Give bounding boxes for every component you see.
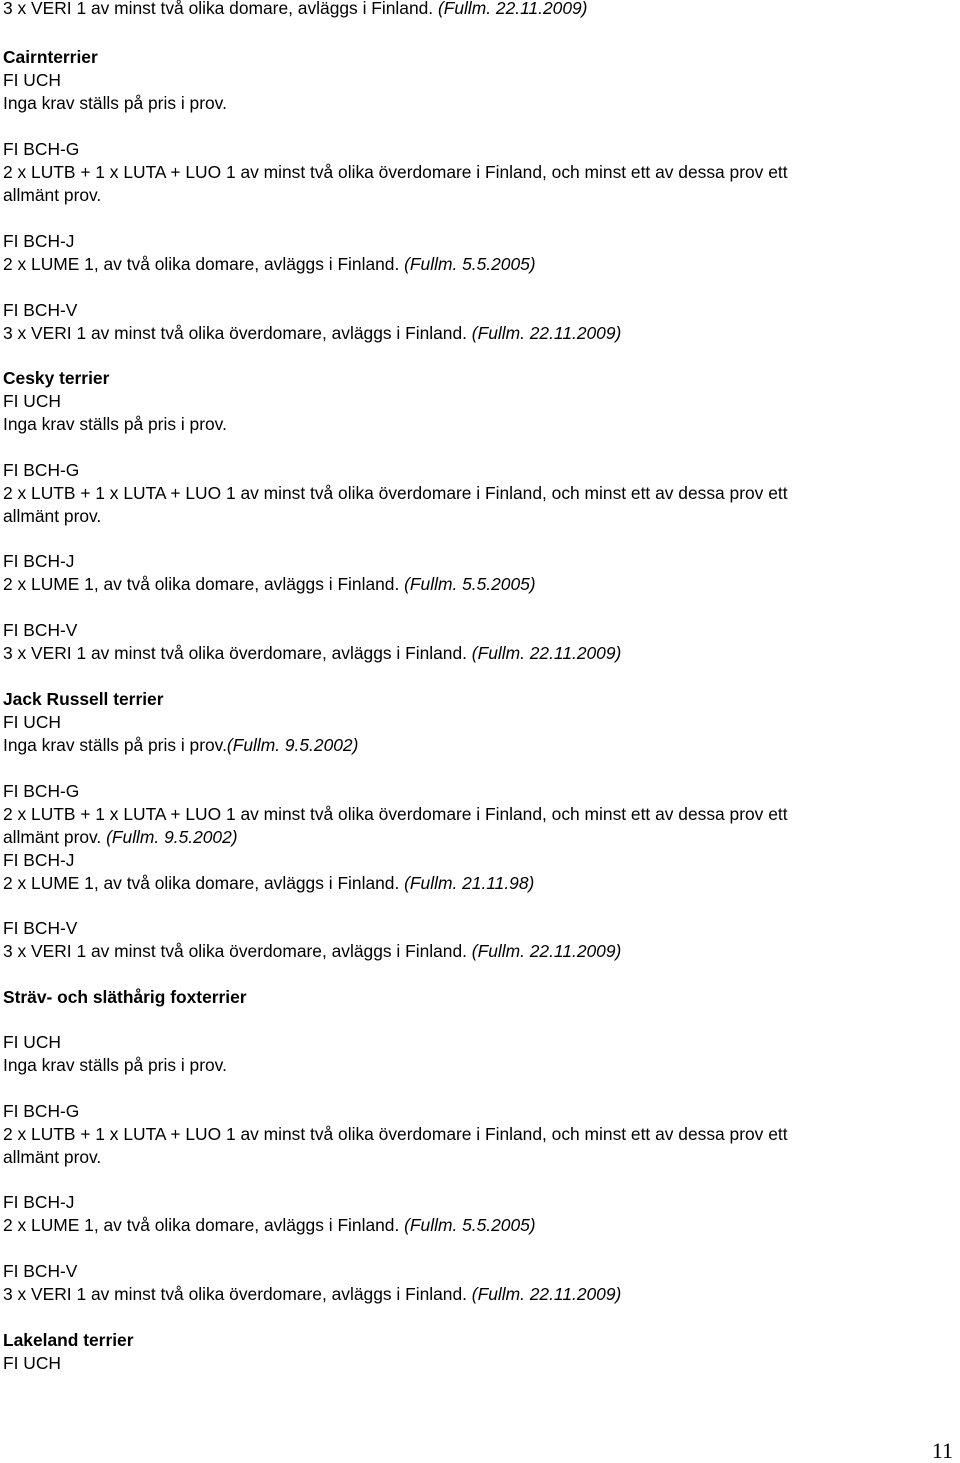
breed-heading-cairnterrier: Cairnterrier — [3, 47, 98, 67]
breed-heading-cesky-terrier: Cesky terrier — [3, 368, 110, 388]
fi-bch-g-requirement-cont: allmänt prov. — [3, 185, 102, 205]
fi-bch-g-label: FI BCH-G — [3, 781, 80, 801]
fi-bch-g-requirement-cont: allmänt prov. — [3, 1147, 102, 1167]
fi-bch-g-label: FI BCH-G — [3, 139, 80, 159]
fi-bch-g-requirement: 2 x LUTB + 1 x LUTA + LUO 1 av minst två olika överdomare i Finland, och minst ett av dessa prov ett — [3, 804, 788, 824]
fi-bch-g-requirement-cont: allmänt prov. (Fullm. 9.5.2002) — [3, 827, 238, 847]
fi-bch-j-requirement: 2 x LUME 1, av två olika domare, avläggs i Finland. (Fullm. 5.5.2005) — [3, 254, 536, 274]
fi-bch-j-label: FI BCH-J — [3, 551, 75, 571]
fi-uch-requirement: Inga krav ställs på pris i prov. — [3, 1055, 227, 1075]
fi-uch-label: FI UCH — [3, 1032, 61, 1052]
fi-bch-g-requirement: 2 x LUTB + 1 x LUTA + LUO 1 av minst två olika överdomare i Finland, och minst ett av dessa prov ett — [3, 483, 788, 503]
fi-uch-label: FI UCH — [3, 391, 61, 411]
fi-bch-j-requirement: 2 x LUME 1, av två olika domare, avläggs i Finland. (Fullm. 5.5.2005) — [3, 1215, 536, 1235]
fi-bch-j-label: FI BCH-J — [3, 850, 75, 870]
fi-bch-g-requirement-cont: allmänt prov. — [3, 506, 102, 526]
fi-bch-v-label: FI BCH-V — [3, 620, 78, 640]
fi-uch-requirement: Inga krav ställs på pris i prov. — [3, 93, 227, 113]
breed-heading-foxterrier: Sträv- och släthårig foxterrier — [3, 987, 247, 1007]
fi-bch-j-label: FI BCH-J — [3, 231, 75, 251]
fi-bch-j-label: FI BCH-J — [3, 1192, 75, 1212]
fi-bch-v-requirement: 3 x VERI 1 av minst två olika överdomare, avläggs i Finland. (Fullm. 22.11.2009) — [3, 643, 622, 663]
fi-bch-v-label: FI BCH-V — [3, 1261, 78, 1281]
fi-bch-j-requirement: 2 x LUME 1, av två olika domare, avläggs i Finland. (Fullm. 21.11.98) — [3, 873, 535, 893]
breed-heading-jack-russell-terrier: Jack Russell terrier — [3, 689, 164, 709]
fi-bch-v-requirement: 3 x VERI 1 av minst två olika överdomare, avläggs i Finland. (Fullm. 22.11.2009) — [3, 941, 622, 961]
fi-bch-j-requirement: 2 x LUME 1, av två olika domare, avläggs i Finland. (Fullm. 5.5.2005) — [3, 574, 536, 594]
fi-bch-v-requirement: 3 x VERI 1 av minst två olika överdomare, avläggs i Finland. (Fullm. 22.11.2009) — [3, 323, 622, 343]
fi-uch-label: FI UCH — [3, 712, 61, 732]
fi-bch-g-label: FI BCH-G — [3, 1101, 80, 1121]
top-veri-requirement: 3 x VERI 1 av minst två olika domare, avläggs i Finland. (Fullm. 22.11.2009) — [3, 0, 588, 18]
fi-uch-label: FI UCH — [3, 1353, 61, 1373]
fi-uch-requirement: Inga krav ställs på pris i prov. — [3, 414, 227, 434]
fi-bch-g-label: FI BCH-G — [3, 460, 80, 480]
fi-bch-v-label: FI BCH-V — [3, 918, 78, 938]
fi-bch-v-label: FI BCH-V — [3, 300, 78, 320]
fi-uch-requirement: Inga krav ställs på pris i prov.(Fullm. 9.5.2002) — [3, 735, 359, 755]
fi-bch-g-requirement: 2 x LUTB + 1 x LUTA + LUO 1 av minst två olika överdomare i Finland, och minst ett av dessa prov ett — [3, 162, 788, 182]
page-number: 11 — [931, 1438, 953, 1463]
breed-heading-lakeland-terrier: Lakeland terrier — [3, 1330, 134, 1350]
fi-bch-g-requirement: 2 x LUTB + 1 x LUTA + LUO 1 av minst två olika överdomare i Finland, och minst ett av dessa prov ett — [3, 1124, 788, 1144]
fi-bch-v-requirement: 3 x VERI 1 av minst två olika överdomare, avläggs i Finland. (Fullm. 22.11.2009) — [3, 1284, 622, 1304]
fi-uch-label: FI UCH — [3, 70, 61, 90]
